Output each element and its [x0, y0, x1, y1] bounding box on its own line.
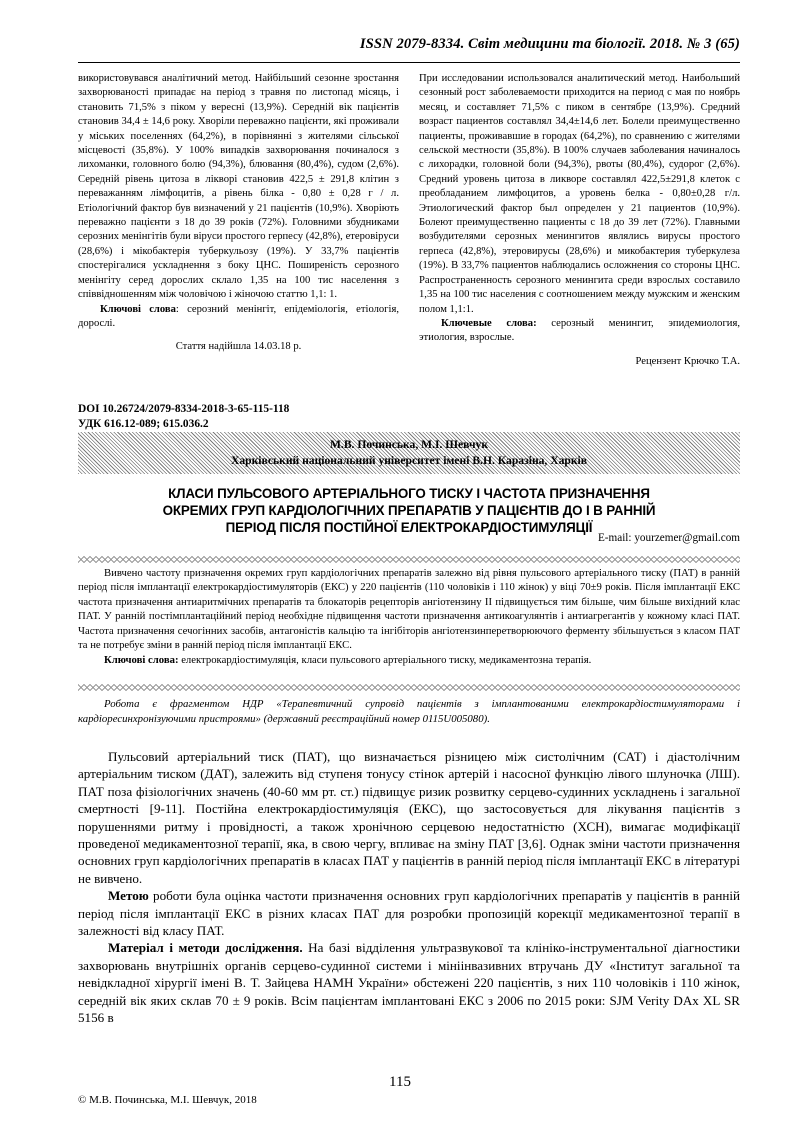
header-rule	[78, 62, 740, 63]
udk-line: УДК 616.12-089; 615.036.2	[78, 418, 209, 431]
zigzag-separator-top	[78, 556, 740, 563]
page-number: 115	[389, 1074, 411, 1090]
contact-email[interactable]: E-mail: yourzemer@gmail.com	[597, 532, 740, 544]
author-affiliation-band	[78, 432, 740, 474]
abstract-column-russian	[419, 72, 740, 369]
abstract-column-ukrainian	[78, 72, 399, 369]
article-abstract	[78, 566, 740, 667]
article-title	[78, 486, 740, 537]
abstract-body: Вивчено частоту призначення окремих груп кардіологічних препаратів залежно від рівня пульсового артеріального тиску (ПАТ) в ранній період після імплантації електрокардіостимуляторів (ЕКС) у 220 пацієнтів (110 чоловіків і 110 жінок) у віці 70±9 років. Після імплантації ЕКС частота призначення антиаритмічних препаратів та блокаторів рецепторів ангіотензину II підвищується тим більше, чим більше вихідний клас ПАТ. У ранній постімплантаційний період необхідне підвищення частоти призначення антикоагулянтів і антиагрегантів у кожному класі ПАТ. Частота призначення сечогінних засобів, антагоністів кальцію та інгібіторів ангіотензинперетворюючого ферменту збільшується з класом ПАТ та не потребує зміни в ранній період після імплантації ЕКС.	[78, 567, 740, 652]
body-paragraph-3-text: На базі відділення ультразвукової та клініко-інструментальної діагностики захворювань внутрішніх органів серцево-судинної системи і мініінвазивних втручань ДУ «Інститут загальної та невідкладної хірургії імені В. Т. Зайцева НАМН України» обстежені 220 пацієнтів, з них 110 чоловіків і 110 жінок, середній вік яких склав 70 ± 9 років. Всім пацієнтам імплантовані ЕКС з 2006 по 2015 роки: SJM Verity DAx XL SR 5156 в	[78, 940, 740, 1026]
abstract-uk-body: використовувався аналітичний метод. Найбільший сезонне зростання захворюваності припадає на період з травня по листопад місяць, і становить 71,5% з піком у вересні (13,9%). Середній вік пацієнтів становив 34,4 ± 14,6 року. Хворіли переважно пацієнти, які проживали у міських поселеннях (64,2%), в порівнянні з жителями сільської місцевості (35,8%). У 100% випадків захворювання починалося з лихоманки, головного болю (94,3%), блювання (80,4%), судом (2,6%). Середній рівень цитоза в лікворі становив 422,5 ± 291,8 клітин з переважанням лімфоцитів, а рівень білка - 0,80 ± 0,28 г / л. Етіологічний фактор був визначений у 21 пацієнтів (10,9%). Хворіють переважно пацієнти з 18 до 39 років (72%). Головними збудниками серозних менінгітів були віруси простого герпесу (42,8%), етеровіруси (28,6%) і мікобактерія туберкульозу (19%). У 33,7% пацієнтів спостерігалися ускладнення з боку ЦНС. Поширеність серозного менінгіту серед дорослих склало 1,35 на 100 тис населення з співвідношенням між чоловічою і жіночою статтю 1,1: 1.	[78, 73, 399, 301]
keywords-label-ru: Ключевые слова:	[441, 317, 537, 329]
abstract-uk-keywords	[78, 303, 399, 332]
body-paragraph-3-lead: Матеріал і методи дослідження.	[108, 940, 303, 956]
abstract-ru-keywords	[419, 317, 740, 346]
running-head: ISSN 2079-8334. Світ медицини та біології. 2018. № 3 (65)	[359, 36, 740, 52]
reviewer-line: Рецензент Крючко Т.А.	[635, 355, 740, 367]
received-date: Стаття надійшла 14.03.18 р.	[175, 341, 302, 353]
article-body	[78, 748, 740, 1027]
article-title-line-1: КЛАСИ ПУЛЬСОВОГО АРТЕРІАЛЬНОГО ТИСКУ І ЧАСТОТА ПРИЗНАЧЕННЯ	[168, 486, 650, 501]
funding-note	[78, 697, 740, 727]
author-affiliation: Харківський національний університет імені В.Н. Каразіна, Харків	[230, 453, 587, 467]
keywords-label-uk: Ключові слова	[100, 303, 176, 315]
doi-line[interactable]: DOI 10.26724/2079-8334-2018-3-65-115-118	[78, 403, 290, 415]
identifier-block	[78, 402, 289, 432]
abstract-keywords	[78, 653, 740, 667]
body-paragraph-1: Пульсовий артеріальний тиск (ПАТ), що визначається різницею між систолічним (САТ) і діастолічним артеріальним тиском (ДАТ), залежить від ступеня тонусу стінок артерій і насосної функцію лівого шлуночка (ЛШ). ПАТ поза фізіологічних значень (40-60 мм рт. ст.) підвищує ризик розвитку серцево-судинних ускладнень і загальної смертності [9-11]. Постійна електрокардіостимуляція (ЕКС), що застосовується для лікування пацієнтів з порушеннями ритму і провідності, а також хронічною серцевою недостатністю (ХСН), вимагає модифікації проведеної медикаментозної терапії, яка, в свою чергу, впливає на зміну ПАТ [3,6]. Однак зміни частоти призначення основних груп кардіологічних препаратів в класах ПАТ у пацієнтів в ранній період після імплантації ЕКС в літературі не вивчено.	[78, 749, 740, 886]
abstract-two-column-area	[78, 72, 740, 369]
body-paragraph-3	[78, 939, 740, 1026]
abstract-keywords-label: Ключові слова:	[104, 653, 179, 666]
funding-text: Робота є фрагментом НДР «Терапевтичний супровід пацієнтів з імплантованими електрокардіостимуляторами і кардіоресинхронізуючими пристроями» (державний реєстраційний номер 0115U005080).	[78, 698, 740, 725]
article-title-line-2: ОКРЕМИХ ГРУП КАРДІОЛОГІЧНИХ ПРЕПАРАТІВ У ПАЦІЄНТІВ ДО І В РАННІЙ	[162, 502, 656, 518]
keywords-text-ru: серозный менингит, эпидемиология, этиология, взрослые.	[419, 317, 740, 344]
author-names: М.В. Починська, М.І. Шевчук	[329, 438, 489, 452]
abstract-ru-body: При исследовании использовался аналитический метод. Наибольший сезонный рост заболеваемости приходится на период с мая по ноябрь месяц, и составляет 71,5% с пиком в сентябре (13,9%). Средний возраст пациентов составлял 34,4±14,6 лет. Болели преимущественно пациенты, проживавшие в городах (64,2%), по сравнению с жителями сельской местности (35,8%). В 100% случаев заболевания начиналось с лихорадки, головной боли (94,3%), рвоты (80,4%), судорог (2,6%). Средний уровень цитоза в ликворе составлял 422,5±291,8 клеток с преобладанием лимфоцитов, а уровень белка - 0,80±0,28 г/л. Этиологический фактор был определен у 21 пациентов (10,9%). Болеют преимущественно пациенты с 18 до 39 лет (72%). Главными возбудителями серозных менингитов являлись вирусы простого герпеса (42,8%), этеровирусы (28,6%) и микобактерия туберкулеза (19%). В 33,7% пациентов наблюдались осложнения со стороны ЦНС. Распространенность серозного менингита среди взрослых составило 1,35 на 100 тис населения с соотношением между мужским и женским полом 1,1:1.	[419, 73, 740, 315]
keywords-text-uk: : серозний менінгіт, епідеміологія, етіологія, дорослі.	[78, 303, 399, 329]
body-paragraph-2	[78, 887, 740, 939]
body-paragraph-2-text: роботи була оцінка частоти призначення основних груп кардіологічних препаратів у пацієнтів в ранній період після імплантації ЕКС в різних класах ПАТ для розробки пропозицій корекції медикаментозної терапії в залежності від класу ПАТ.	[78, 888, 740, 939]
article-title-line-3: ПЕРІОД ПІСЛЯ ПОСТІЙНОЇ ЕЛЕКТРОКАРДІОСТИМУЛЯЦІЇ	[225, 519, 593, 535]
copyright-line: © М.В. Починська, М.І. Шевчук, 2018	[78, 1094, 257, 1106]
body-paragraph-2-lead: Метою	[108, 888, 149, 904]
zigzag-separator-bottom	[78, 684, 740, 691]
abstract-keywords-text: електрокардіостимуляція, класи пульсового артеріального тиску, медикаментозна терапія.	[178, 653, 592, 666]
